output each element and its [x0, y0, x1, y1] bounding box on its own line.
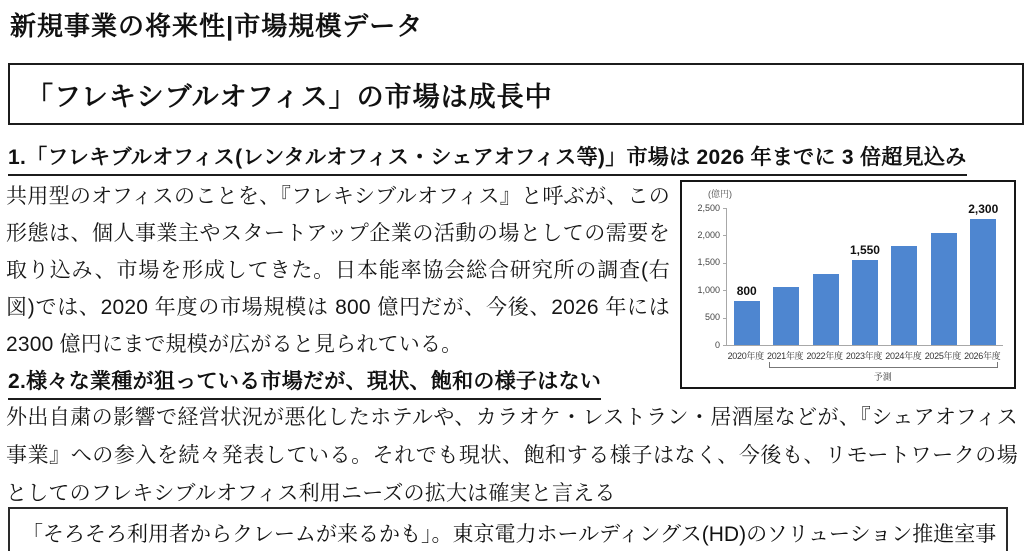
y-axis-tick-mark: [723, 263, 726, 264]
x-axis-tick-label: 2026年度: [964, 351, 1001, 361]
x-axis-tick-label: 2025年度: [924, 351, 961, 361]
y-axis-tick-label: 1,500: [697, 257, 720, 268]
forecast-bracket: [769, 362, 998, 368]
bar: [734, 301, 760, 345]
chart-column: [924, 208, 963, 345]
headline-text: 「フレキシブルオフィス」の市場は成長中: [26, 81, 553, 112]
bar: [970, 219, 996, 345]
x-axis-tick-label: 2023年度: [845, 351, 883, 361]
section-2-body: 外出自粛の影響で経営状況が悪化したホテルや、カラオケ・レストラン・居酒屋などが、『シェアオフィス事業』への参入を続々発表している。それでも現状、飽和する様子はなく、今後も、リモートワークの場としてのフレキシブルオフィス利用ニーズの拡大は確実と言える: [6, 406, 1018, 505]
chart-plot-area: [726, 201, 1003, 346]
bar: [773, 287, 799, 345]
page-title: 新規事業の将来性|市場規模データ: [10, 11, 424, 41]
bar: [891, 246, 917, 345]
section-1-heading: [8, 141, 967, 176]
section-2-heading-text: 2.様々な業種が狙っている市場だが、現状、飽和の様子はない: [8, 365, 601, 400]
chart-column: [806, 208, 845, 345]
section-2-heading: [8, 365, 601, 400]
chart-column: [845, 208, 884, 345]
y-axis-tick-mark: [723, 208, 726, 209]
y-axis-tick-mark: [723, 290, 726, 291]
x-axis-tick-label: 2021年度: [767, 351, 804, 361]
y-axis-tick-label: 1,000: [697, 284, 720, 295]
headline-box: [8, 63, 1024, 125]
forecast-label: 予測: [873, 372, 892, 382]
bar-data-label: 1,550: [849, 243, 880, 258]
y-axis-tick-label: 2,500: [697, 202, 720, 213]
bar-data-label: 2,300: [968, 201, 999, 216]
y-axis-tick-mark: [723, 345, 726, 346]
y-axis-tick-mark: [723, 235, 726, 236]
x-axis-tick-label: 2022年度: [806, 351, 843, 361]
y-axis-tick-label: 0: [714, 339, 720, 350]
chart-column: [964, 201, 1003, 345]
market-size-chart: [680, 180, 1016, 389]
y-axis-tick-mark: [723, 318, 726, 319]
section-1-body: 共用型のオフィスのことを、『フレキシブルオフィス』と呼ぶが、この形態は、個人事業主やスタートアップ企業の活動の場としての需要を取り込み、市場を形成してきた。日本能率協会総合研究所の調査(右図)では、2020 年度の市場規模は 800 億円だが、今後、2026 年には 2300 億円にまで規模が広がると見られている。: [6, 185, 670, 356]
bar: [813, 274, 839, 345]
quote-box: [8, 507, 1008, 551]
quote-text: 「そろそろ利用者からクレームが来るかも」。東京電力ホールディングス(HD)のソリューション推進室事: [22, 523, 997, 546]
bar: [852, 260, 878, 345]
y-axis-tick-label: 2,000: [697, 229, 720, 240]
bar-data-label: 800: [736, 284, 757, 299]
chart-column: [727, 208, 766, 345]
x-axis-tick-label: 2024年度: [885, 351, 922, 361]
chart-unit-label: (億円): [708, 189, 732, 199]
section-1-heading-text: 1.「フレキブルオフィス(レンタルオフィス・シェアオフィス等)」市場は 2026 年までに 3 倍超見込み: [8, 141, 967, 176]
chart-column: [766, 208, 805, 345]
y-axis-tick-label: 500: [704, 312, 720, 323]
chart-x-axis-labels: [726, 349, 1002, 362]
chart-column: [885, 208, 924, 345]
bar: [931, 233, 957, 345]
x-axis-tick-label: 2020年度: [727, 351, 764, 361]
